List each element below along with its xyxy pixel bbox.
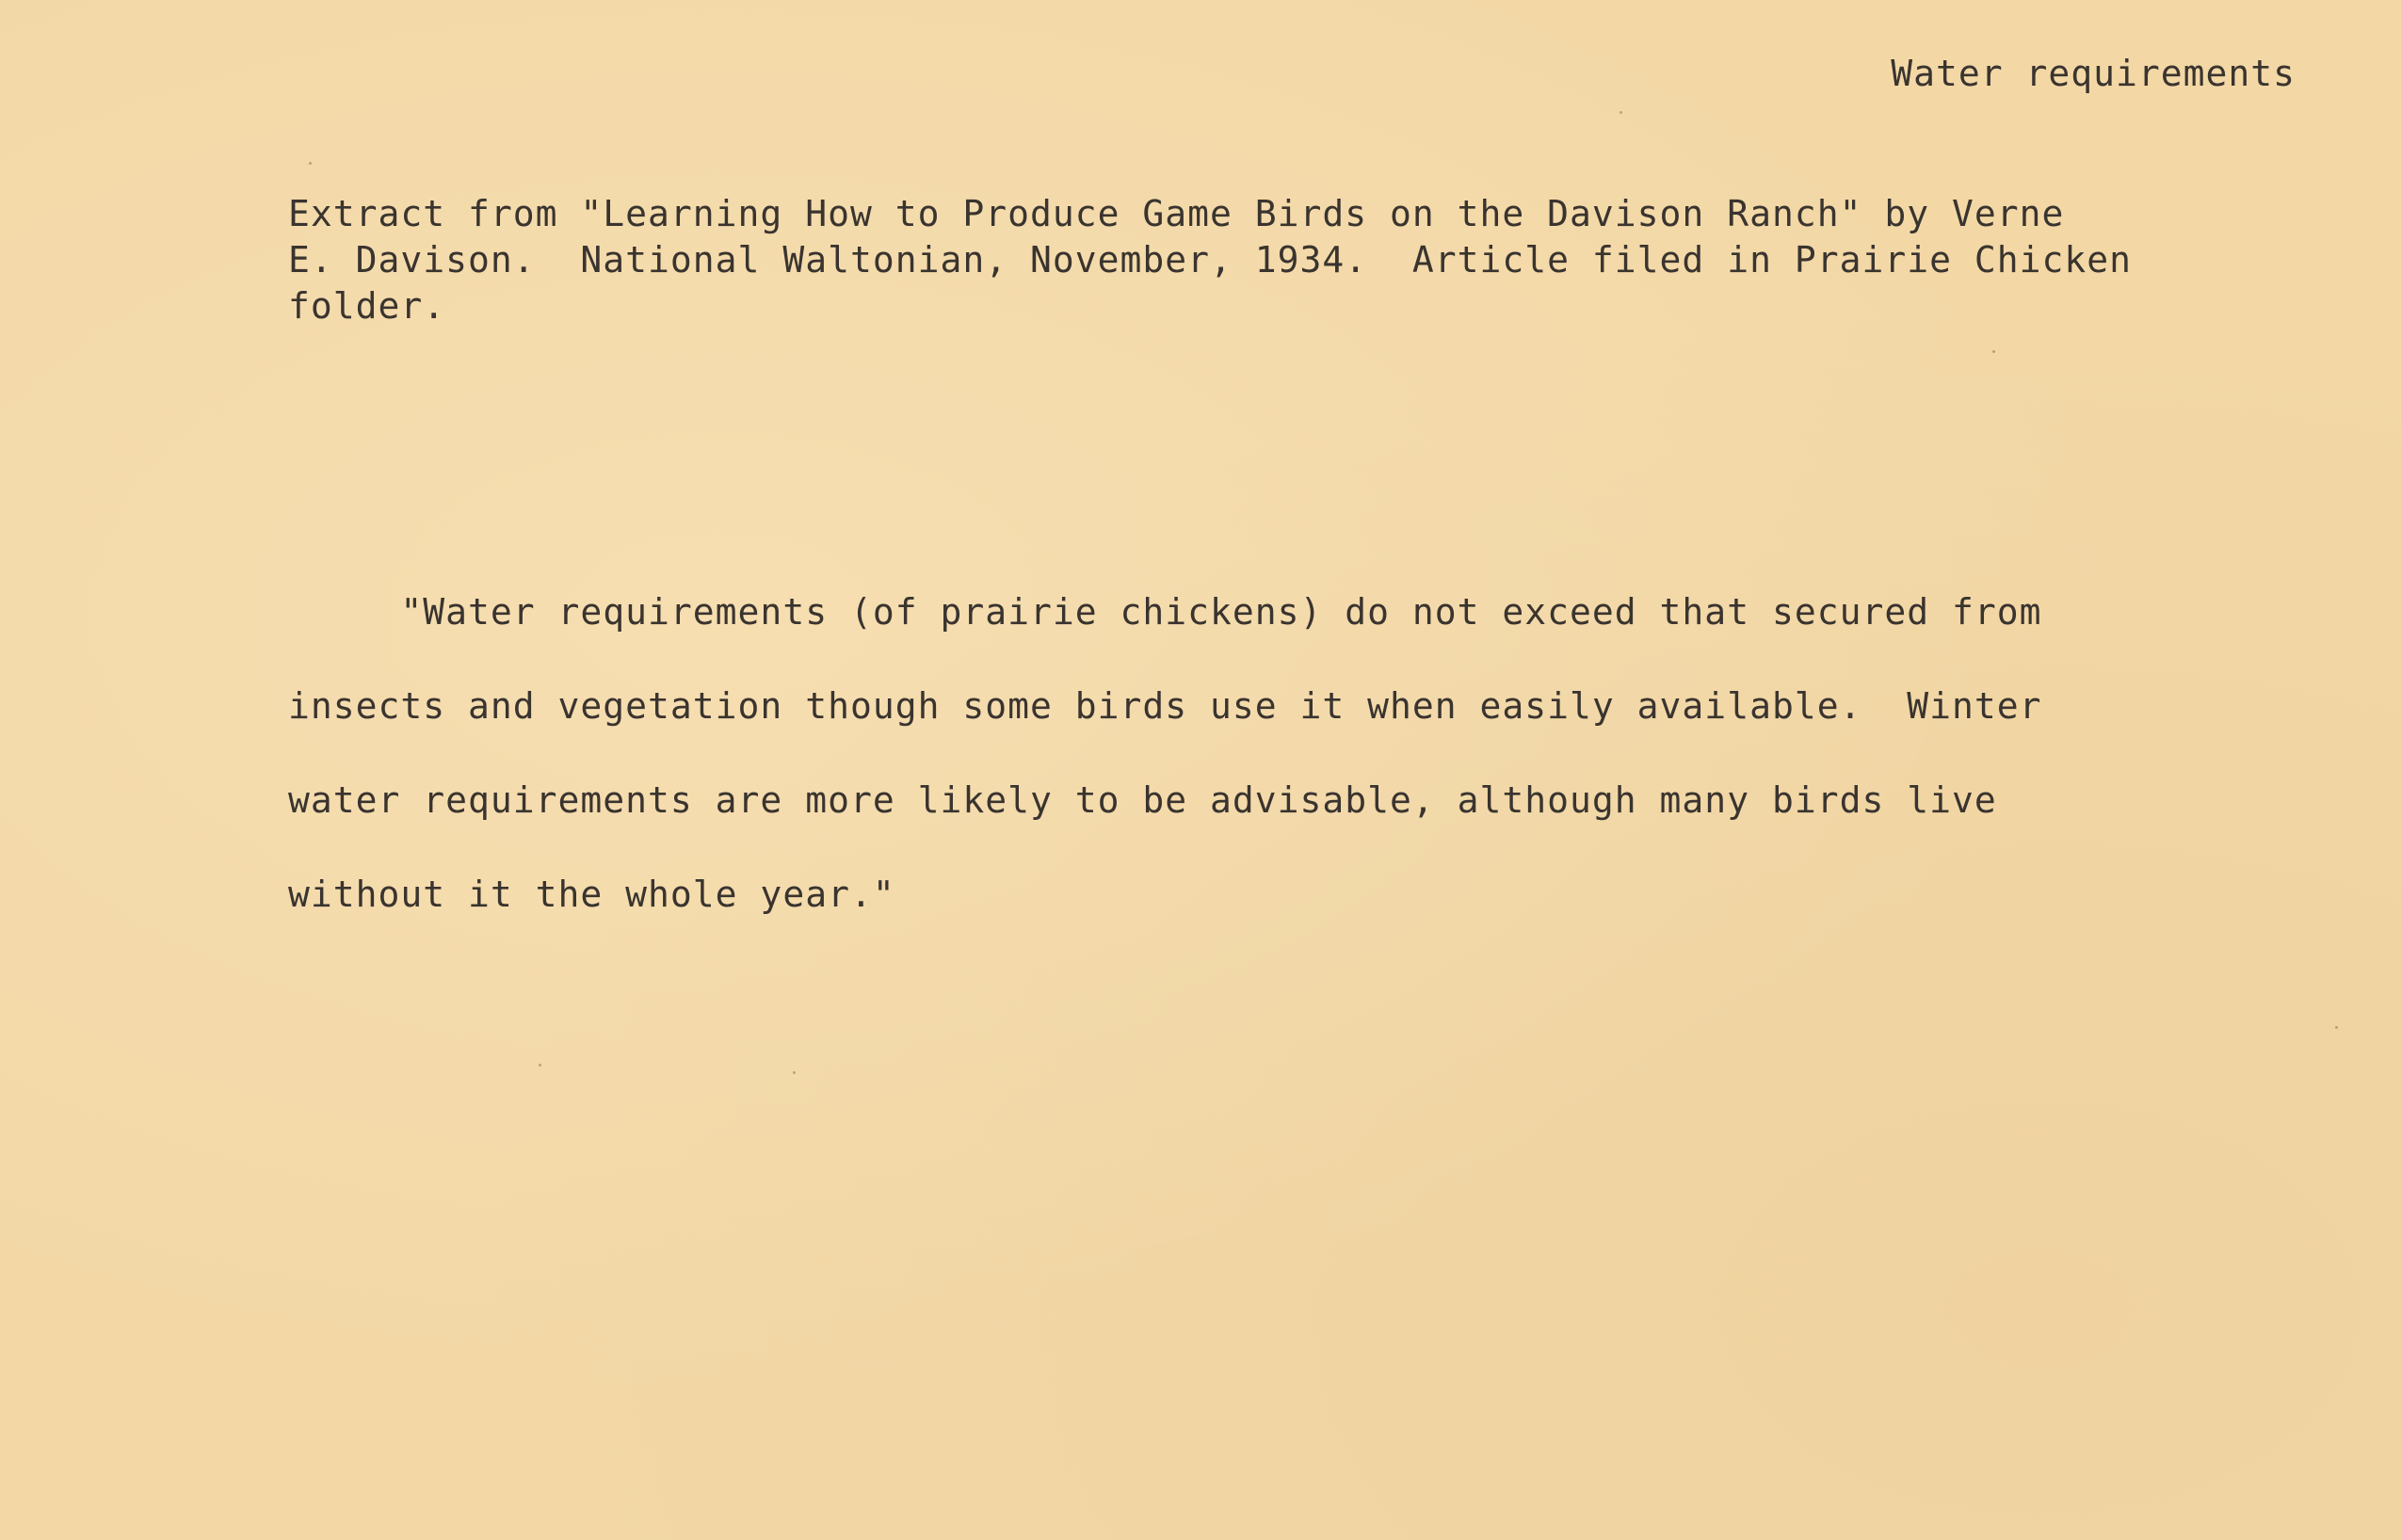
- paper-speck: [309, 162, 312, 165]
- paper-speck: [2335, 1026, 2338, 1029]
- quote-block: [288, 565, 2265, 941]
- paper-speck: [1992, 350, 1995, 353]
- citation-line: folder.: [288, 285, 446, 327]
- subject-heading: Water requirements: [1891, 53, 2296, 94]
- citation-line: E. Davison. National Waltonian, November, 1934. Article filed in Prairie Chicken: [288, 239, 2132, 281]
- citation-block: [288, 191, 2303, 329]
- quote-line: water requirements are more likely to be advisable, although many birds live: [288, 779, 1997, 821]
- quote-line: without it the whole year.": [288, 874, 895, 915]
- citation-line: Extract from "Learning How to Produce Game Birds on the Davison Ranch" by Verne: [288, 193, 2065, 234]
- paper-speck: [1619, 111, 1622, 114]
- paper-speck: [793, 1071, 796, 1074]
- quote-line: insects and vegetation though some birds use it when easily available. Winter: [288, 685, 2042, 727]
- paper-speck: [539, 1064, 541, 1067]
- quote-line: "Water requirements (of prairie chickens) do not exceed that secured from: [288, 591, 2042, 633]
